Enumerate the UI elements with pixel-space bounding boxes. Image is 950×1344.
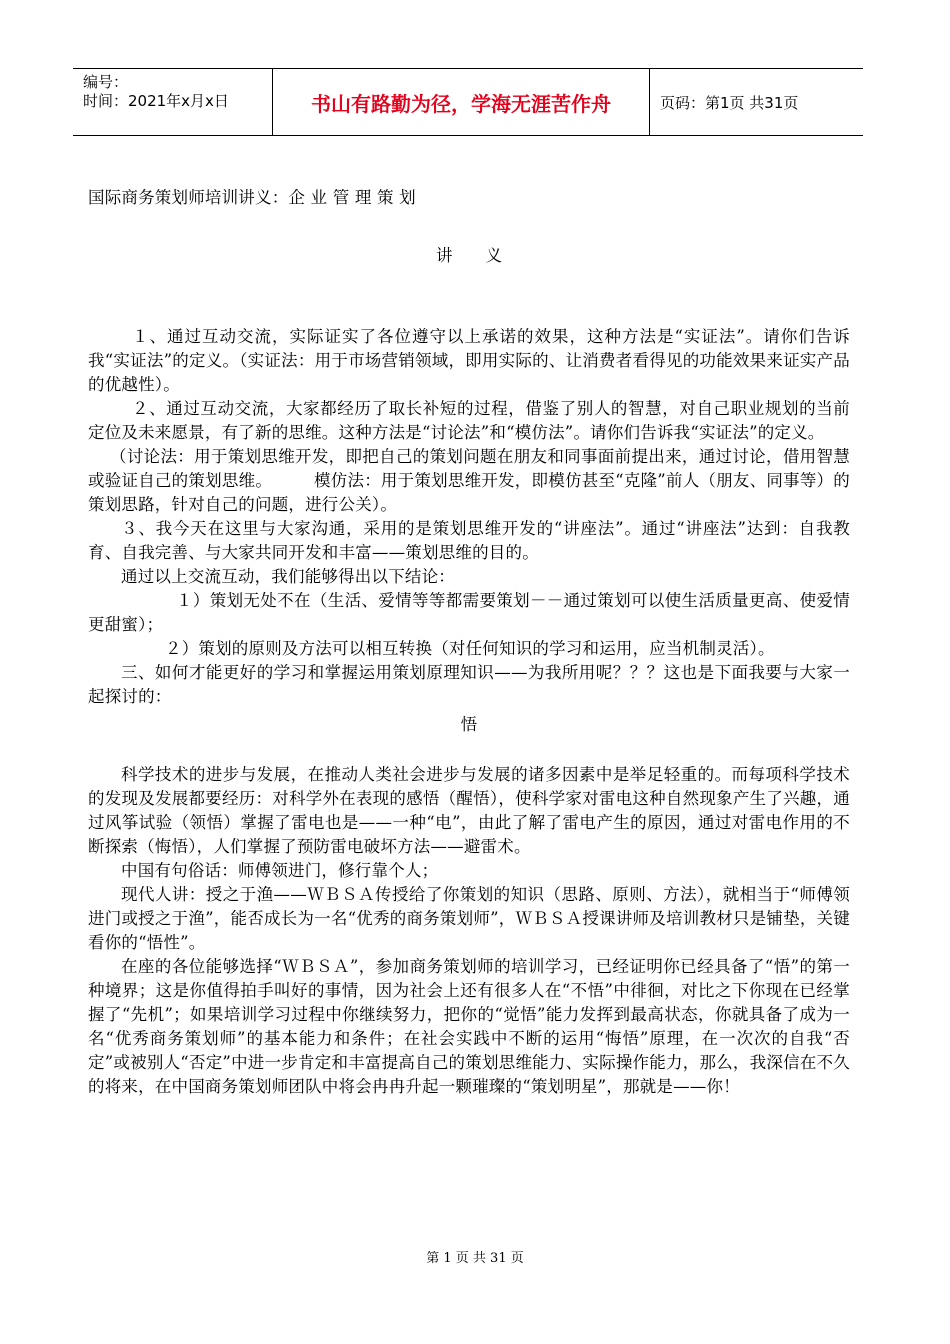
paragraph: ２）策划的原则及方法可以相互转换（对任何知识的学习和运用，应当机制灵活）。: [165, 639, 775, 658]
paragraph: ２、通过互动交流，大家都经历了取长补短的过程，借鉴了别人的智慧，对自己职业规划的当前定位及未来愿景，有了新的思维。这种方法是“讨论法”和“模仿法”。请你们告诉我“实证法”的定义。: [88, 399, 850, 442]
paragraph: 科学技术的进步与发展，在推动人类社会进步与发展的诸多因素中是举足轻重的。而每项科学技术的发现及发展都要经历：对科学外在表现的感悟（醒悟），使科学家对雷电这种自然现象产生了兴趣，通过风筝试验（领悟）掌握了雷电也是——一种“电”，由此了解了雷电产生的原因，通过对雷电作用的不断探索（悔悟），人们掌握了预防雷电破坏方法——避雷术。: [88, 765, 850, 856]
doc-title: 国际商务策划师培训讲义：企 业 管 理 策 划: [88, 188, 416, 207]
paragraph: １、通过互动交流，实际证实了各位遵守以上承诺的效果，这种方法是“实证法”。请你们告诉我“实证法”的定义。（实证法：用于市场营销领域，即用实际的、让消费者看得见的功能效果来证实产品的优越性）。: [88, 327, 850, 394]
paragraph: 三、如何才能更好的学习和掌握运用策划原理知识——为我所用呢？？？这也是下面我要与大家一起探讨的：: [88, 663, 850, 706]
paragraph: ３、我今天在这里与大家沟通，采用的是策划思维开发的“讲座法”。通过“讲座法”达到：自我教育、自我完善、与大家共同开发和丰富——策划思维的目的。: [88, 519, 850, 562]
doc-number-label: 编号：: [83, 73, 129, 91]
paragraph: 通过以上交流互动，我们能够得出以下结论：: [121, 567, 455, 586]
doc-time-label: 时间：2021年x月x日: [83, 92, 229, 110]
section-heading: 悟: [460, 715, 478, 734]
paragraph: （讨论法：用于策划思维开发，即把自己的策划问题在朋友和同事面前提出来，通过讨论，借用智慧或验证自己的策划思维。 模仿法：用于策划思维开发，即模仿甚至“克隆”前人（朋友、同事等）的策划思路，针对自己的问题，进行公关）。: [88, 447, 850, 514]
paragraph: 在座的各位能够选择“ＷＢＳＡ”，参加商务策划师的培训学习，已经证明你已经具备了“悟”的第一种境界；这是你值得拍手叫好的事情，因为社会上还有很多人在“不悟”中徘徊，对比之下你现在已经掌握了“先机”；如果培训学习过程中你继续努力，把你的“觉悟”能力发挥到最高状态，你就具备了成为一名“优秀商务策划师”的基本能力和条件；在社会实践中不断的运用“悔悟”原理，在一次次的自我“否定”或被别人“否定”中进一步肯定和丰富提高自己的策划思维能力、实际操作能力，那么，我深信在不久的将来，在中国商务策划师团队中将会冉冉升起一颗璀璨的“策划明星”，那就是——你！: [88, 957, 850, 1096]
header-page-label: 页码：第1页 共31页: [660, 93, 799, 112]
paragraph: １）策划无处不在（生活、爱情等等都需要策划－－通过策划可以使生活质量更高、使爱情更甜蜜）；: [88, 591, 850, 634]
page-header: [73, 68, 863, 136]
document-body: [88, 186, 850, 1099]
doc-subtitle: 讲 义: [436, 246, 502, 265]
header-meta: [73, 69, 273, 135]
paragraph: 现代人讲：授之于渔——ＷＢＳＡ传授给了你策划的知识（思路、原则、方法），就相当于“师傅领进门或授之于渔”，能否成长为一名“优秀的商务策划师”，ＷＢＳＡ授课讲师及培训教材只是铺垫，关键看你的“悟性”。: [88, 885, 850, 952]
header-slogan: 书山有路勤为径，学海无涯苦作舟: [273, 69, 650, 135]
paragraph: 中国有句俗话：师傅领进门，修行靠个人；: [121, 861, 439, 880]
page-footer: 第 1 页 共 31 页: [426, 1251, 524, 1266]
